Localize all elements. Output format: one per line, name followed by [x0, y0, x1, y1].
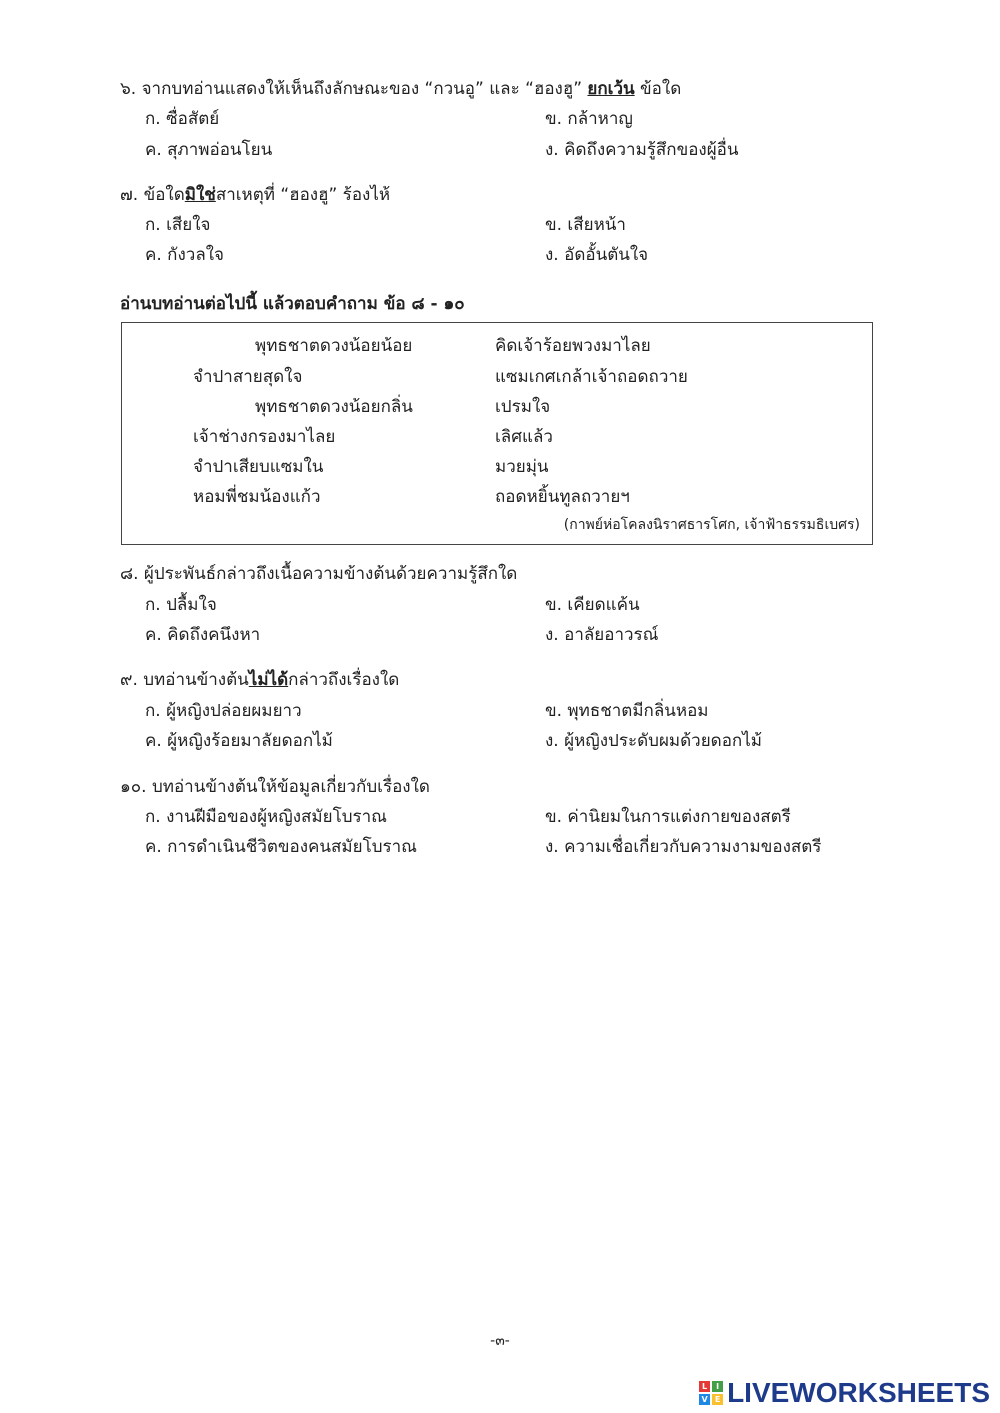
logo-mark-letter-e: E — [712, 1394, 723, 1405]
question-7-option-a[interactable]: ก. เสียใจ — [145, 215, 211, 235]
question-9-option-b[interactable]: ข. พุทธชาตมีกลิ่นหอม — [545, 701, 709, 721]
question-6-option-c[interactable]: ค. สุภาพอ่อนโยน — [145, 140, 273, 160]
question-8: ๘. ผู้ประพันธ์กล่าวถึงเนื้อความข้างต้นด้วยความรู้สึกใด — [120, 564, 518, 584]
question-6 — [120, 78, 681, 100]
question-7-option-c[interactable]: ค. กังวลใจ — [145, 245, 224, 265]
question-9-emphasis: ไม่ได้ — [248, 670, 289, 690]
logo-mark-letter-v: V — [699, 1394, 710, 1405]
page-number: -๓- — [490, 1333, 510, 1349]
question-7 — [120, 184, 390, 206]
poem-attribution: (กาพย์ห่อโคลงนิราศธารโศก, เจ้าฟ้าธรรมธิเบศร) — [563, 517, 860, 533]
question-10-option-c[interactable]: ค. การดำเนินชีวิตของคนสมัยโบราณ — [145, 837, 417, 857]
question-9-suffix: กล่าวถึงเรื่องใด — [288, 670, 400, 690]
poem-line-4-right: เลิศแล้ว — [495, 427, 553, 447]
question-8-option-a[interactable]: ก. ปลื้มใจ — [145, 595, 217, 615]
question-6-option-d[interactable]: ง. คิดถึงความรู้สึกของผู้อื่น — [545, 140, 739, 160]
question-10-option-a[interactable]: ก. งานฝีมือของผู้หญิงสมัยโบราณ — [145, 807, 387, 827]
poem-line-6-left: หอมพี่ชมน้องแก้ว — [193, 487, 321, 507]
poem-line-5-left: จำปาเสียบแซมใน — [193, 457, 324, 477]
logo-text: LIVEWORKSHEETS — [727, 1377, 990, 1408]
question-7-emphasis: มิใช่ — [184, 185, 216, 205]
poem-line-1-right: คิดเจ้าร้อยพวงมาไลย — [495, 336, 651, 356]
poem-box — [121, 322, 873, 545]
poem-line-6-right: ถอดหยิ้นทูลถวายฯ — [495, 487, 630, 507]
poem-line-1-left: พุทธชาตดวงน้อยน้อย — [255, 336, 413, 356]
section-title: อ่านบทอ่านต่อไปนี้ แล้วตอบคำถาม ข้อ ๘ - ๑๐ — [120, 294, 465, 314]
question-7-prefix: ๗. ข้อใด — [120, 185, 185, 205]
question-6-emphasis: ยกเว้น — [587, 79, 635, 99]
question-8-option-c[interactable]: ค. คิดถึงคนึงหา — [145, 625, 261, 645]
question-9-option-a[interactable]: ก. ผู้หญิงปล่อยผมยาว — [145, 701, 302, 721]
logo-mark-letter-l: L — [699, 1381, 710, 1392]
question-9-prefix: ๙. บทอ่านข้างต้น — [120, 670, 249, 690]
question-9-option-d[interactable]: ง. ผู้หญิงประดับผมด้วยดอกไม้ — [545, 731, 762, 751]
question-6-option-b[interactable]: ข. กล้าหาญ — [545, 109, 633, 129]
poem-line-2-right: แซมเกศเกล้าเจ้าถอดถวาย — [495, 367, 688, 387]
question-7-option-d[interactable]: ง. อัดอั้นตันใจ — [545, 245, 649, 265]
question-10: ๑๐. บทอ่านข้างต้นให้ข้อมูลเกี่ยวกับเรื่องใด — [120, 777, 430, 797]
question-10-option-d[interactable]: ง. ความเชื่อเกี่ยวกับความงามของสตรี — [545, 837, 822, 857]
poem-line-4-left: เจ้าช่างกรองมาไลย — [193, 427, 336, 447]
question-9 — [120, 669, 399, 691]
question-6-suffix: ข้อใด — [634, 79, 682, 99]
question-10-option-b[interactable]: ข. ค่านิยมในการแต่งกายของสตรี — [545, 807, 791, 827]
poem-line-3-left: พุทธชาตดวงน้อยกลิ่น — [255, 397, 413, 417]
poem-line-2-left: จำปาสายสุดใจ — [193, 367, 303, 387]
question-9-option-c[interactable]: ค. ผู้หญิงร้อยมาลัยดอกไม้ — [145, 731, 333, 751]
poem-line-5-right: มวยมุ่น — [495, 457, 549, 477]
question-6-prefix: ๖. จากบทอ่านแสดงให้เห็นถึงลักษณะของ “กวนอู” และ “ฮองฮู” — [120, 79, 588, 99]
logo-mark-letter-i: I — [712, 1381, 723, 1392]
logo-mark-icon — [699, 1381, 723, 1405]
question-8-option-d[interactable]: ง. อาลัยอาวรณ์ — [545, 625, 659, 645]
liveworksheets-logo — [699, 1378, 990, 1408]
question-7-option-b[interactable]: ข. เสียหน้า — [545, 215, 626, 235]
question-6-option-a[interactable]: ก. ซื่อสัตย์ — [145, 109, 220, 129]
question-7-suffix: สาเหตุที่ “ฮองฮู” ร้องไห้ — [215, 185, 391, 205]
question-8-option-b[interactable]: ข. เคียดแค้น — [545, 595, 640, 615]
poem-line-3-right: เปรมใจ — [495, 397, 551, 417]
